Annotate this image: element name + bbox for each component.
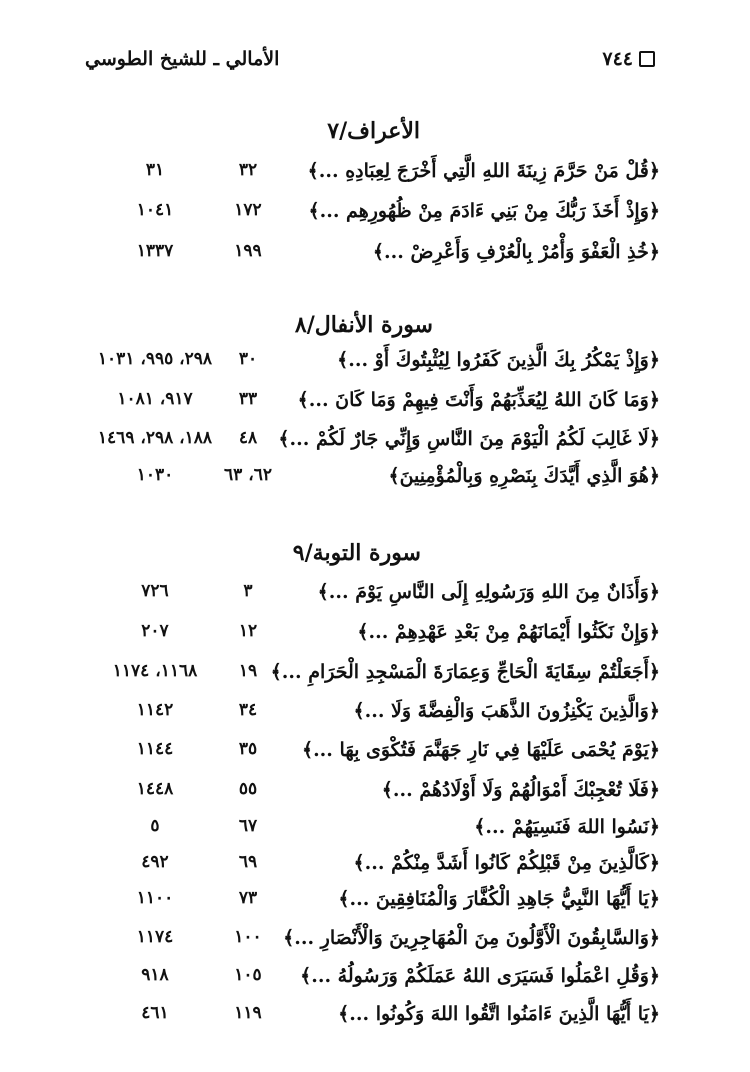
verse-row: [0, 888, 750, 918]
ayah-number: ٣: [243, 581, 253, 601]
verse-row: [0, 852, 750, 882]
verse-row: [0, 160, 750, 190]
page-references: ١١٤٢: [136, 700, 174, 720]
page-references: ١١٧٤: [136, 927, 174, 947]
verse-text: ﴿هُوَ الَّذِي أَيَّدَكَ بِنَصْرِهِ وَبِالْمُؤْمِنِينَ﴾: [388, 465, 660, 487]
verse-text: ﴿وَقُلِ اعْمَلُوا فَسَيَرَى اللهُ عَمَلَكُمْ وَرَسُولُهُ ...﴾: [300, 965, 660, 987]
page-references: ٩١٧، ١٠٨١: [117, 389, 193, 409]
verse-text: ﴿أَجَعَلْتُمْ سِقَايَةَ الْحَاجِّ وَعِمَارَةَ الْمَسْجِدِ الْحَرَامِ ...﴾: [270, 661, 660, 683]
ayah-number: ١٧٢: [234, 200, 262, 220]
verse-row: [0, 389, 750, 419]
verse-row: [0, 661, 750, 691]
page-number-text: ٧٤٤: [602, 48, 633, 70]
verse-row: [0, 241, 750, 271]
square-bullet-icon: [639, 51, 655, 67]
ayah-number: ٤٨: [238, 428, 258, 448]
verse-row: [0, 581, 750, 611]
verse-text: ﴿وَالسَّابِقُونَ الْأَوَّلُونَ مِنَ الْمُهَاجِرِينَ وَالْأَنْصَارِ ...﴾: [283, 927, 660, 949]
ayah-number: ٦٢، ٦٣: [224, 465, 272, 485]
page-references: ٥: [150, 816, 160, 836]
verse-row: [0, 965, 750, 995]
verse-row: [0, 700, 750, 730]
page-references: ٣١: [145, 160, 165, 180]
verse-row: [0, 465, 750, 495]
ayah-number: ٧٣: [238, 888, 258, 908]
page-references: ٧٢٦: [141, 581, 169, 601]
page-references: ١١٦٨، ١١٧٤: [112, 661, 198, 681]
page-references: ٤٦١: [141, 1003, 169, 1023]
page-number: [602, 48, 655, 70]
section-title: الأعراف/٧: [327, 118, 420, 144]
verse-row: [0, 1003, 750, 1033]
verse-text: ﴿نَسُوا اللهَ فَنَسِيَهُمْ ...﴾: [474, 816, 660, 838]
ayah-number: ١٠٠: [234, 927, 262, 947]
ayah-number: ٦٩: [238, 852, 258, 872]
verse-text: ﴿كَالَّذِينَ مِنْ قَبْلِكُمْ كَانُوا أَشَدَّ مِنْكُمْ ...﴾: [353, 852, 660, 874]
page-references: ١١٠٠: [136, 888, 174, 908]
ayah-number: ١٠٥: [234, 965, 262, 985]
page-references: ١٠٣٠: [136, 465, 174, 485]
page-references: ٩١٨: [141, 965, 169, 985]
ayah-number: ٣٠: [238, 349, 258, 369]
verse-text: ﴿وَالَّذِينَ يَكْنِزُونَ الذَّهَبَ وَالْفِضَّةَ وَلَا ...﴾: [353, 700, 660, 722]
verse-row: [0, 428, 750, 458]
page-references: ٤٩٢: [141, 852, 169, 872]
page-references: ٢٠٧: [141, 621, 169, 641]
ayah-number: ٣٥: [238, 739, 258, 759]
page-references: ١٨٨، ٢٩٨، ١٤٦٩: [97, 428, 213, 448]
ayah-number: ١١٩: [234, 1003, 262, 1023]
verse-row: [0, 816, 750, 846]
ayah-number: ٣٤: [238, 700, 258, 720]
verse-text: ﴿وَإِذْ يَمْكُرُ بِكَ الَّذِينَ كَفَرُوا لِيُثْبِتُوكَ أَوْ ...﴾: [337, 349, 660, 371]
verse-row: [0, 779, 750, 809]
verse-row: [0, 621, 750, 651]
ayah-number: ١٩: [238, 661, 258, 681]
ayah-number: ٦٧: [238, 816, 258, 836]
verse-row: [0, 739, 750, 769]
ayah-number: ٣٢: [238, 160, 258, 180]
ayah-number: ١٢: [238, 621, 258, 641]
verse-text: ﴿يَا أَيُّهَا النَّبِيُّ جَاهِدِ الْكُفَّارَ وَالْمُنَافِقِينَ ...﴾: [338, 888, 660, 910]
verse-text: ﴿يَوْمَ يُحْمَى عَلَيْهَا فِي نَارِ جَهَنَّمَ فَتُكْوَى بِهَا ...﴾: [301, 739, 660, 761]
book-title: الأمالي ـ للشيخ الطوسي: [85, 48, 280, 70]
verse-row: [0, 349, 750, 379]
verse-row: [0, 200, 750, 230]
page-references: ١٠٤١: [136, 200, 174, 220]
page-references: ٢٩٨، ٩٩٥، ١٠٣١: [97, 349, 213, 369]
verse-row: [0, 927, 750, 957]
page-references: ١١٤٤: [136, 739, 174, 759]
verse-text: ﴿فَلَا تُعْجِبْكَ أَمْوَالُهُمْ وَلَا أَوْلَادُهُمْ ...﴾: [381, 779, 660, 801]
page-references: ١٣٣٧: [136, 241, 174, 261]
page-header: [85, 48, 655, 80]
ayah-number: ١٩٩: [234, 241, 262, 261]
verse-text: ﴿وَمَا كَانَ اللهُ لِيُعَذِّبَهُمْ وَأَنْتَ فِيهِمْ وَمَا كَانَ ...﴾: [297, 389, 660, 411]
verse-text: ﴿خُذِ الْعَفْوَ وَأْمُرْ بِالْعُرْفِ وَأَعْرِضْ ...﴾: [372, 241, 660, 263]
ayah-number: ٣٣: [238, 389, 258, 409]
verse-text: ﴿وَإِنْ نَكَثُوا أَيْمَانَهُمْ مِنْ بَعْدِ عَهْدِهِمْ ...﴾: [357, 621, 660, 643]
verse-text: ﴿وَإِذْ أَخَذَ رَبُّكَ مِنْ بَنِي ءَادَمَ مِنْ ظُهُورِهِم ...﴾: [308, 200, 660, 222]
ayah-number: ٥٥: [238, 779, 258, 799]
section-title: سورة التوبة/٩: [292, 540, 421, 566]
verse-text: ﴿قُلْ مَنْ حَرَّمَ زِينَةَ اللهِ الَّتِي أَخْرَجَ لِعِبَادِهِ ...﴾: [307, 160, 660, 182]
section-title: سورة الأنفال/٨: [294, 312, 433, 338]
verse-text: ﴿وَأَذَانٌ مِنَ اللهِ وَرَسُولِهِ إِلَى النَّاسِ يَوْمَ ...﴾: [317, 581, 660, 603]
verse-text: ﴿لَا غَالِبَ لَكُمُ الْيَوْمَ مِنَ النَّاسِ وَإِنِّي جَارٌ لَكُمْ ...﴾: [278, 428, 660, 450]
page-references: ١٤٤٨: [136, 779, 174, 799]
verse-text: ﴿يَا أَيُّهَا الَّذِينَ ءَامَنُوا اتَّقُوا اللهَ وَكُونُوا ...﴾: [338, 1003, 660, 1025]
